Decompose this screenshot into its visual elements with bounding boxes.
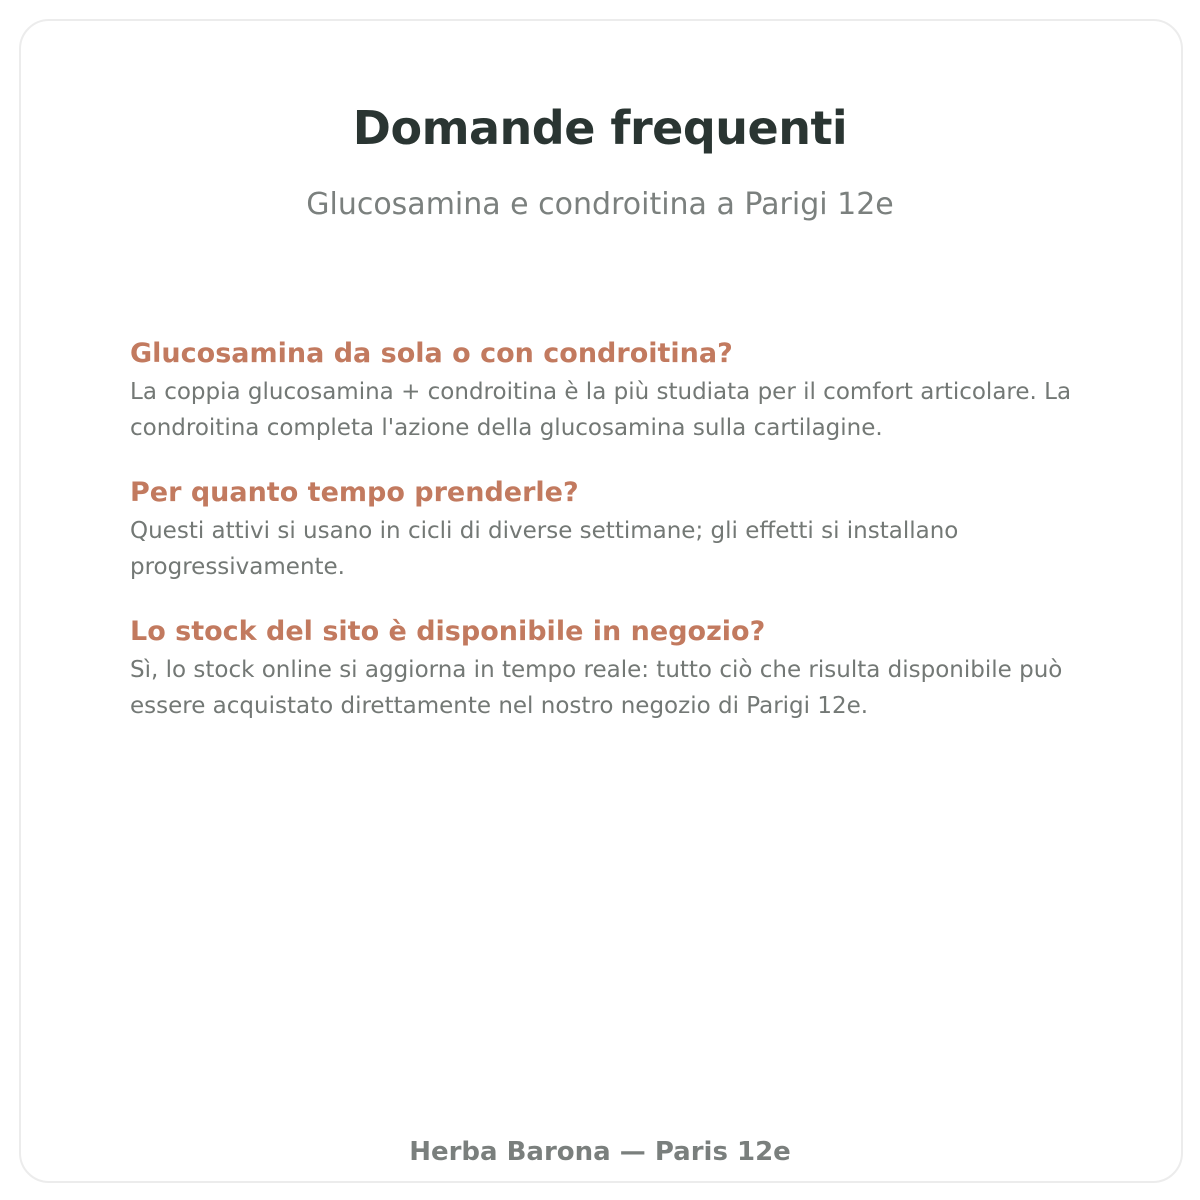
faq-item bbox=[130, 336, 1110, 446]
faq-answer: Questi attivi si usano in cicli di diverse settimane; gli effetti si installano progressivamente. bbox=[130, 518, 959, 580]
page-title: Domande frequenti bbox=[352, 101, 848, 155]
faq-answer: La coppia glucosamina + condroitina è la più studiata per il comfort articolare. La condroitina completa l'azione della glucosamina sulla cartilagine. bbox=[130, 379, 1072, 441]
footer-brand: Herba Barona — Paris 12e bbox=[409, 1137, 791, 1167]
faq-item bbox=[130, 614, 1110, 724]
faq-answer: Sì, lo stock online si aggiorna in tempo reale: tutto ciò che risulta disponibile può essere acquistato direttamente nel nostro negozio di Parigi 12e. bbox=[130, 657, 1063, 719]
faq-question: Per quanto tempo prenderle? bbox=[130, 477, 579, 508]
faq-question: Lo stock del sito è disponibile in negozio? bbox=[130, 616, 766, 647]
faq-item bbox=[130, 475, 1110, 585]
faq-question: Glucosamina da sola o con condroitina? bbox=[130, 338, 733, 369]
page-subtitle: Glucosamina e condroitina a Parigi 12e bbox=[306, 187, 894, 222]
